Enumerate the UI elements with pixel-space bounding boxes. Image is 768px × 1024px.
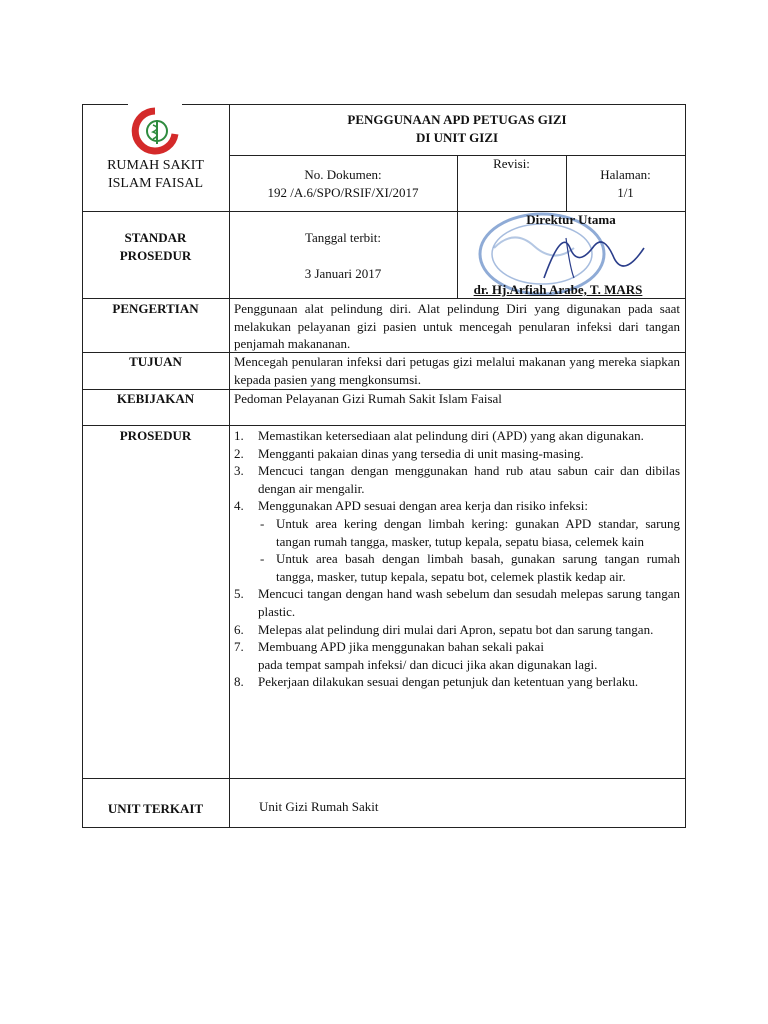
- standar-prosedur-label: STANDAR: [124, 230, 187, 245]
- tujuan-label: TUJUAN: [129, 354, 182, 369]
- pengertian-text: Penggunaan alat pelindung diri. Alat pelindung Diri yang digunakan pada saat melakukan pelayanan gizi pasien untuk mencegah penularan infeksi dari tangan penjamah makananan.: [234, 301, 680, 352]
- document-title: PENGGUNAAN APD PETUGAS GIZI: [347, 112, 567, 127]
- sub-list-item: - Untuk area basah dengan limbah basah, gunakan sarung tangan rumah tangga, masker, tutup kepala, sepatu bot, celemek plastik kedap air.: [260, 551, 680, 584]
- procedure-list: [232, 427, 680, 691]
- sub-list-item: - Untuk area kering dengan limbah kering: gunakan APD standar, sarung tangan rumah tangga, masker, tutup kepala, sepatu biasa, celemek kain: [260, 515, 680, 549]
- step7-line1: Membuang APD jika menggunakan bahan sekali pakai: [258, 639, 544, 655]
- list-item: 1. Memastikan ketersediaan alat pelindung diri (APD) yang akan digunakan.: [234, 428, 644, 443]
- tanggal-terbit-value: 3 Januari 2017: [304, 266, 382, 281]
- list-item: 2. Mengganti pakaian dinas yang tersedia di unit masing-masing.: [234, 445, 584, 461]
- tujuan-text: Mencegah penularan infeksi dari petugas gizi melalui makanan yang mereka siapkan kepada pasien yang mengkonsumsi.: [234, 354, 680, 387]
- unit-terkait-text: Unit Gizi Rumah Sakit: [259, 799, 379, 814]
- direktur-name: dr. Hj.Arfiah Arabe, T. MARS: [473, 282, 643, 297]
- halaman-label: Halaman:: [600, 167, 651, 182]
- halaman-value: 1/1: [617, 185, 634, 200]
- standar-prosedur-label-line2: PROSEDUR: [119, 248, 192, 263]
- kebijakan-label: KEBIJAKAN: [116, 391, 195, 406]
- doc-number-label: No. Dokumen:: [304, 167, 382, 182]
- doc-number-value: 192 /A.6/SPO/RSIF/XI/2017: [267, 185, 419, 200]
- list-item: 4. Menggunakan APD sesuai dengan area kerja dan risiko infeksi:: [234, 498, 588, 514]
- list-item: 3. Mencuci tangan dengan menggunakan hand rub atau sabun cair dan dibilas dengan air mengalir.: [234, 463, 680, 496]
- list-item: 7. Membuang APD jika menggunakan bahan sekali pakai pada tempat sampah infeksi/ dan dicuci jika akan digunakan lagi.: [234, 639, 598, 672]
- document-title-line2: DI UNIT GIZI: [415, 130, 499, 145]
- hospital-name-line2: ISLAM FAISAL: [107, 176, 204, 191]
- revisi-label: Revisi:: [493, 156, 530, 171]
- step7-line2: pada tempat sampah infeksi/ dan dicuci jika akan digunakan lagi.: [258, 656, 598, 672]
- list-item: 5. Mencuci tangan dengan hand wash sebelum dan sesudah melepas sarung tangan plastic.: [234, 586, 680, 619]
- unit-terkait-label: UNIT TERKAIT: [107, 801, 204, 816]
- prosedur-label: PROSEDUR: [119, 428, 192, 443]
- tanggal-terbit-label: Tanggal terbit:: [305, 230, 381, 245]
- list-item: 8. Pekerjaan dilakukan sesuai dengan petunjuk dan ketentuan yang berlaku.: [234, 674, 639, 690]
- direktur-title: Direktur Utama: [526, 212, 616, 227]
- hospital-name: RUMAH SAKIT: [107, 158, 204, 173]
- pengertian-label: PENGERTIAN: [112, 301, 199, 316]
- kebijakan-text: Pedoman Pelayanan Gizi Rumah Sakit Islam Faisal: [234, 391, 502, 406]
- hospital-logo: [130, 106, 180, 156]
- list-item: 6. Melepas alat pelindung diri mulai dari Apron, sepatu bot dan sarung tangan.: [234, 621, 654, 637]
